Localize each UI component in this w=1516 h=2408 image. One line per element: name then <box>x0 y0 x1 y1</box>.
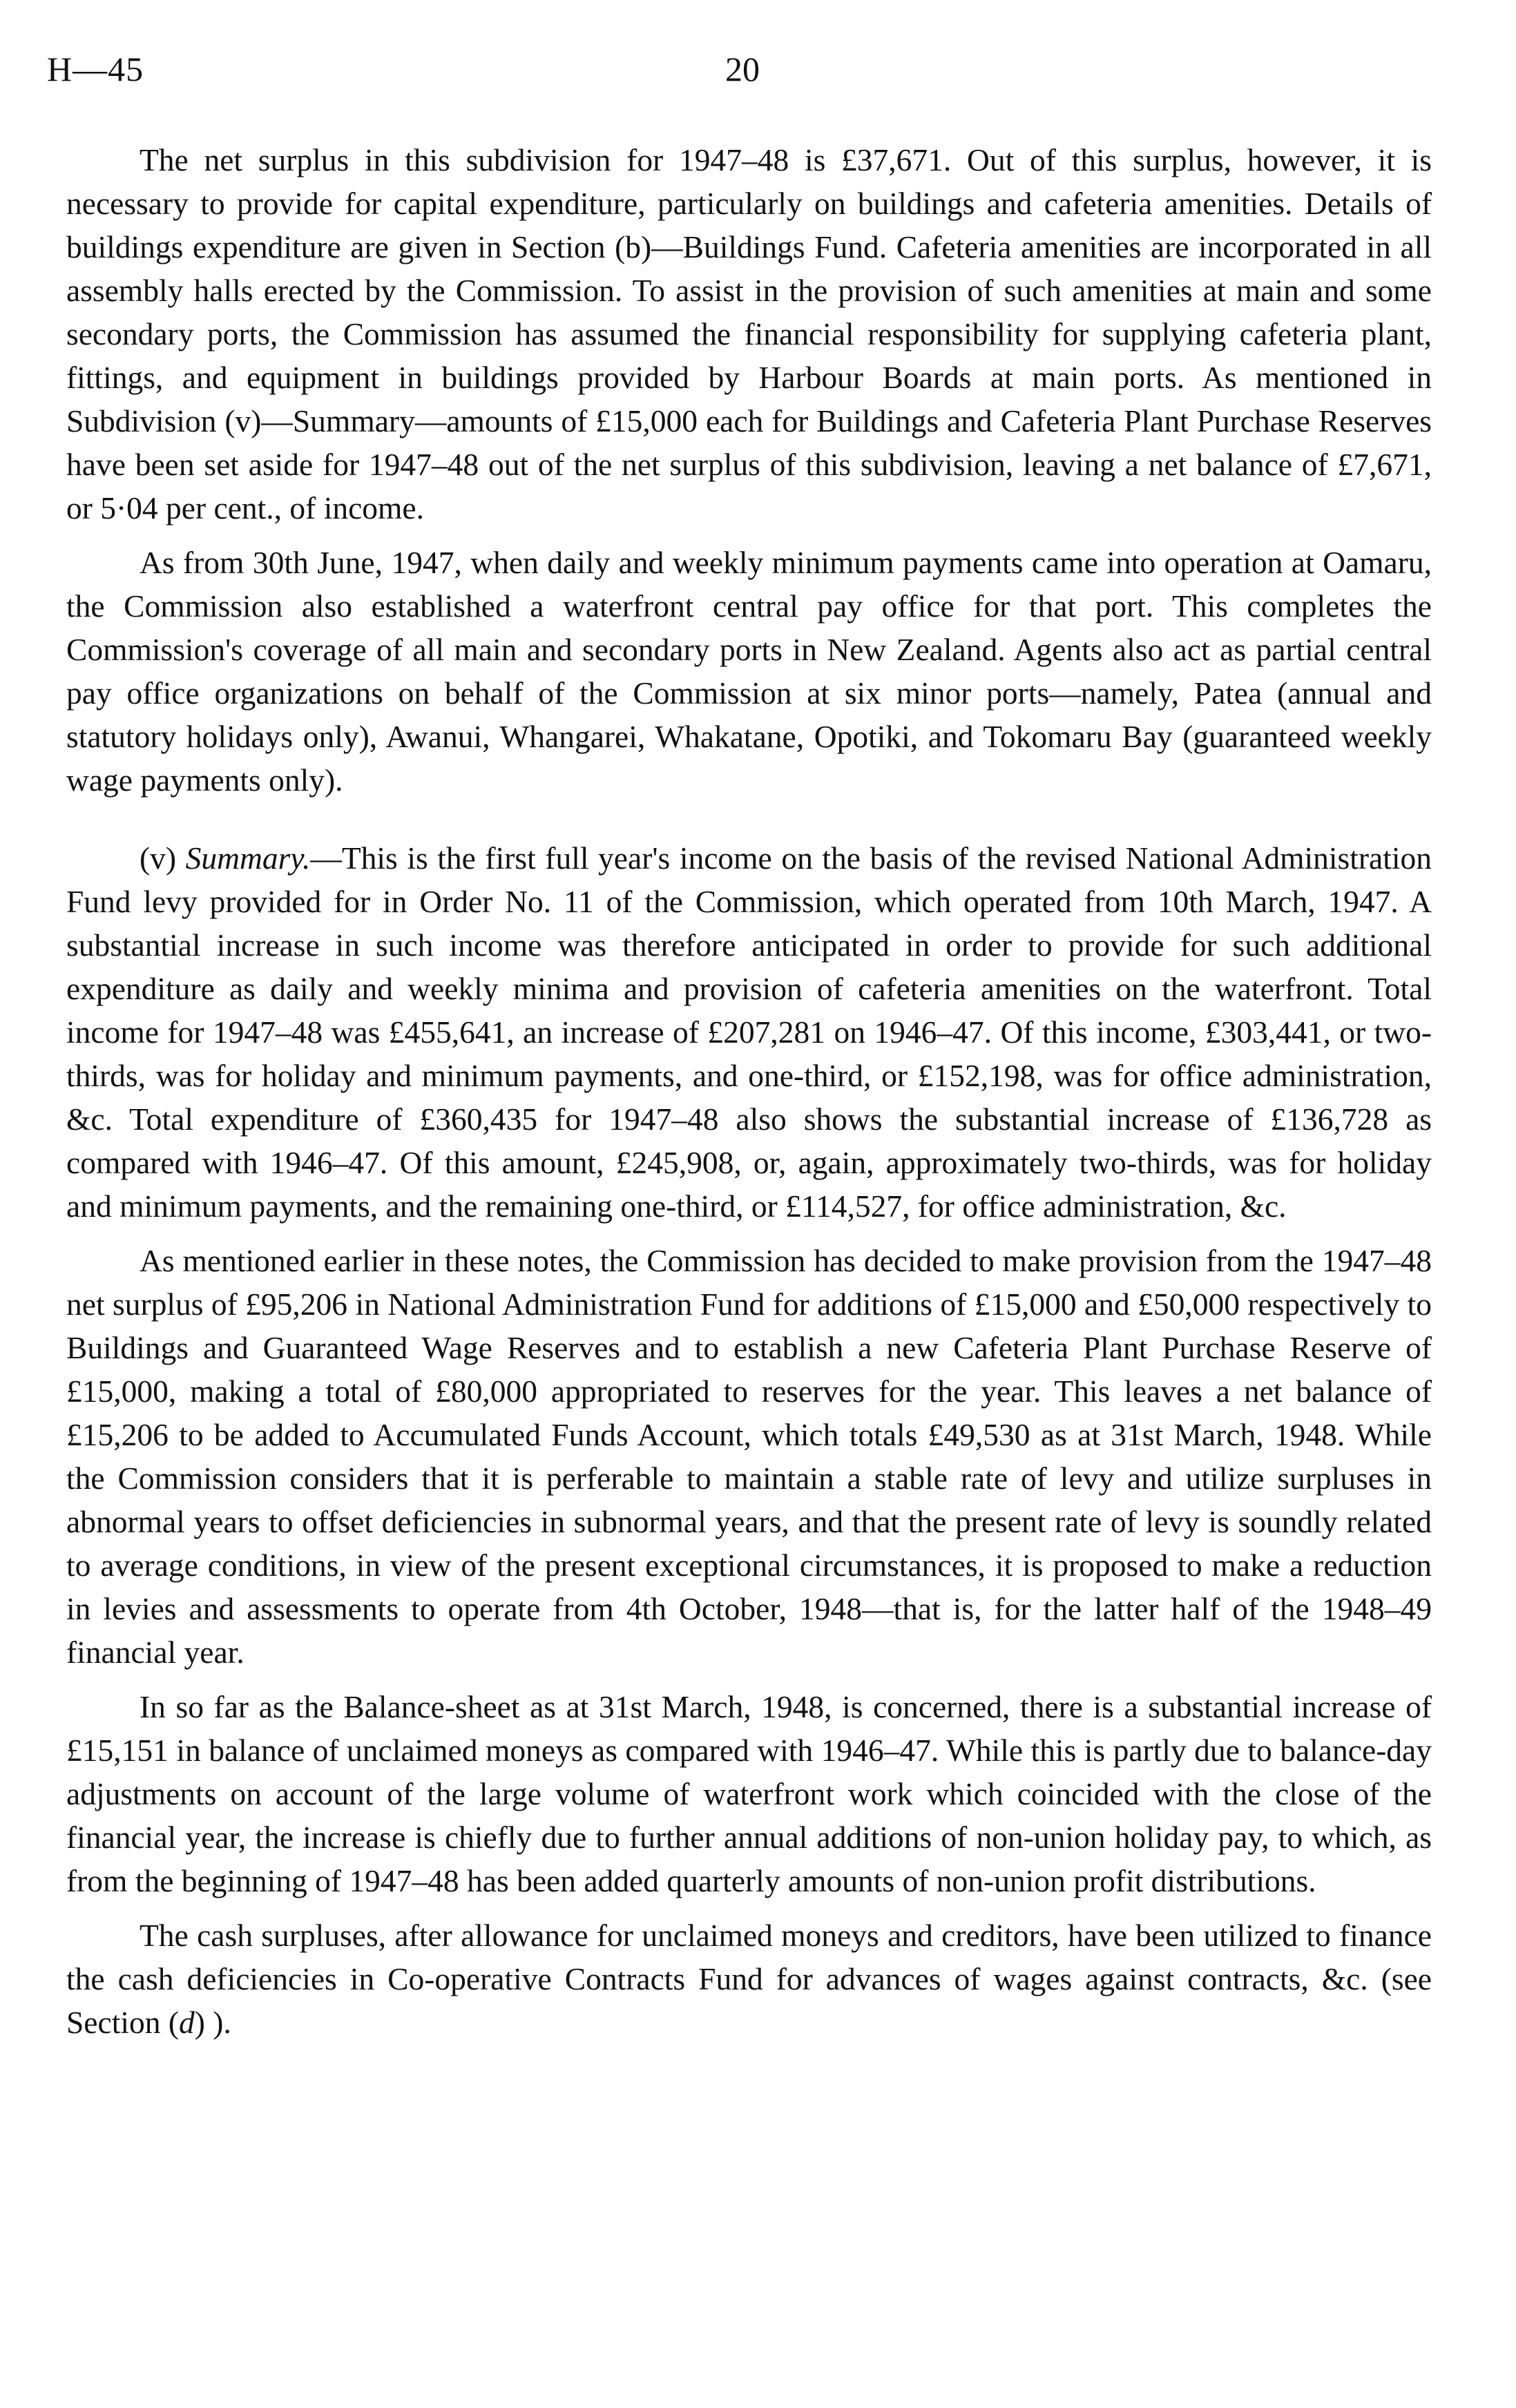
body-text <box>66 138 1432 2044</box>
page-number: 20 <box>725 50 760 88</box>
cash-surpluses-closing: ) ). <box>194 2005 231 2040</box>
paragraph-net-surplus: The net surplus in this subdivision for 1947–48 is £37,671. Out of this surplus, however, it is necessary to provide for capital expenditure, particularly on buildings and cafeteria amenities. Details of buildings expenditure are given in Section (b)—Buildings Fund. Cafeteria amenities are incorporated in all assembly halls erected by the Commission. To assist in the provision of such amenities at main and some secondary ports, the Commission has assumed the financial responsibility for supplying cafeteria plant, fittings, and equipment in buildings provided by Harbour Boards at main ports. As mentioned in Subdivision (v)—Summary—amounts of £15,000 each for Buildings and Cafeteria Plant Purchase Reserves have been set aside for 1947–48 out of the net surplus of this subdivision, leaving a net balance of £7,671, or 5·04 per cent., of income. <box>66 142 1432 526</box>
section-reference: d <box>179 2005 195 2040</box>
paragraph-reserves-provision: As mentioned earlier in these notes, the Commission has decided to make provision from the 1947–48 net surplus of £95,206 in National Administration Fund for additions of £15,000 and £50,000 respectively to Buildings and Guaranteed Wage Reserves and to establish a new Cafeteria Plant Purchase Reserve of £15,000, making a total of £80,000 appropriated to reserves for the year. This leaves a net balance of £15,206 to be added to Accumulated Funds Account, which totals £49,530 as at 31st March, 1948. While the Commission considers that it is perferable to maintain a stable rate of levy and utilize surpluses in abnormal years to offset deficiencies in subnormal years, and that the present rate of levy is soundly related to average conditions, in view of the present exceptional circumstances, it is proposed to make a reduction in levies and assessments to operate from 4th October, 1948—that is, for the latter half of the 1948–49 financial year. <box>66 1243 1432 1670</box>
document-reference: H—45 <box>47 50 144 88</box>
cash-surpluses-text: The cash surpluses, after allowance for unclaimed moneys and creditors, have been utilized to finance the cash deficiencies in Co-operative Contracts Fund for advances of wages against contracts, &c. (see Section ( <box>66 1918 1432 2040</box>
summary-heading: Summary. <box>185 840 311 876</box>
summary-prefix: (v) <box>140 840 186 876</box>
paragraph-cash-surpluses <box>66 1914 1432 2044</box>
paragraph-balance-sheet: In so far as the Balance-sheet as at 31st March, 1948, is concerned, there is a substantial increase of £15,151 in balance of unclaimed moneys as compared with 1946–47. While this is partly due to balance-day adjustments on account of the large volume of waterfront work which coincided with the close of the financial year, the increase is chiefly due to further annual additions of non-union holiday pay, to which, as from the beginning of 1947–48 has been added quarterly amounts of non-union profit distributions. <box>66 1689 1432 1898</box>
paragraph-oamaru-pay-office: As from 30th June, 1947, when daily and weekly minimum payments came into operation at Oamaru, the Commission also established a waterfront central pay office for that port. This completes the Commission's coverage of all main and secondary ports in New Zealand. Agents also act as partial central pay office organizations on behalf of the Commission at six minor ports—namely, Patea (annual and statutory holidays only), Awanui, Whangarei, Whakatane, Opotiki, and Tokomaru Bay (guaranteed weekly wage payments only). <box>66 545 1432 798</box>
paragraph-summary <box>66 836 1432 1228</box>
summary-text: —This is the first full year's income on the basis of the revised National Administration Fund levy provided for in Order No. 11 of the Commission, which operated from 10th March, 1947. A substantial increase in such income was therefore anticipated in order to provide for such additional expenditure as daily and weekly minima and provision of cafeteria amenities on the waterfront. Total income for 1947–48 was £455,641, an increase of £207,281 on 1946–47. Of this income, £303,441, or two-thirds, was for holiday and minimum payments, and one-third, or £152,198, was for office administration, &c. Total expenditure of £360,435 for 1947–48 also shows the substantial increase of £136,728 as compared with 1946–47. Of this amount, £245,908, or, again, approximately two-thirds, was for holiday and minimum payments, and the remaining one-third, or £114,527, for office administration, &c. <box>66 840 1432 1224</box>
